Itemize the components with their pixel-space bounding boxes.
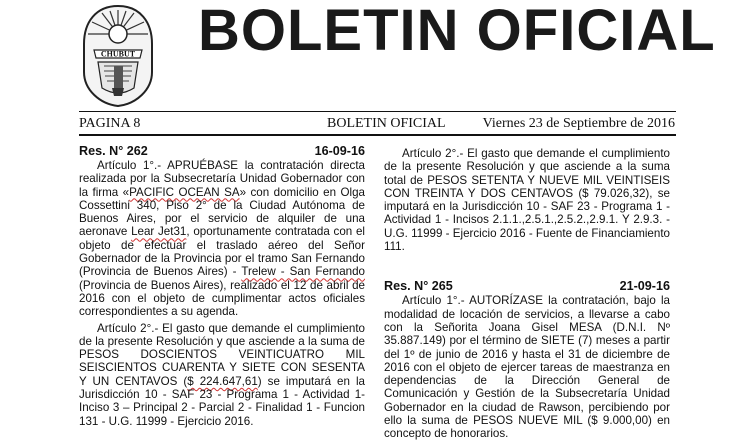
resolution-number: Res. N° 262 (79, 144, 148, 158)
flagged-word: PACIFIC OCEAN SA (129, 185, 240, 199)
resolution-265-heading (384, 278, 670, 294)
header-rule (79, 111, 676, 112)
running-header (79, 114, 675, 134)
section-label: BOLETIN OFICIAL (327, 116, 446, 131)
chubut-seal-emblem (78, 4, 158, 108)
date-label: Viernes 23 de Septiembre de 2016 (482, 116, 675, 131)
resolution-number: Res. N° 265 (384, 279, 453, 294)
resolution-date: 21-09-16 (619, 279, 670, 294)
article-1-paragraph: Artículo 1°.- AUTORÍZASE la contratación, bajo la modalidad de locación de servicios, a llevarse a cabo con la Señorita Joana Gisel MESA (D.N.I. Nº 35.887.149) por el término de SIETE (7) meses a partir del 1º de junio de 2016 y hasta el 31 de diciembre de 2016 con el objeto de ejercer tareas de maestranza en dependencias de la Dirección General de Comunicación y Gestión de la Subsecretaría Unidad Gobernador en la ciudad de Rawson, percibiendo por ello la suma de PESOS NUEVE MIL ($ 9.000,00) en concepto de honorarios. (384, 294, 670, 441)
article-text: Artículo 2°.- El gasto que demande el cumplimiento de la presente Resolución y que asciende a la suma de PESOS DOSCIENTOS VEINTICUATRO MIL SEISCIENTOS CUARENTA Y SIETE CON SESENTA Y UN CENTAVOS ( (79, 321, 365, 388)
resolution-262-heading (79, 143, 365, 159)
page-label: PAGINA 8 (79, 116, 141, 131)
running-header-rule (79, 134, 676, 136)
article-2-paragraph (79, 322, 365, 428)
article-text: ) se imputará en la Jurisdicción 10 - SAF 23 - Programa 1 - Actividad 1- Inciso 3 – Principal 2 - Parcial 2 - Finalidad 1 - Funcion 131 - U.G. 11999 - Ejercicio 2016. (79, 374, 365, 428)
flagged-word: Trelew - San Fernando (241, 265, 365, 279)
article-text: » con domicilio en Olga Cossettini 340, Piso 2° de la Ciudad Autónoma de Buenos Aires, por el servicio de alquiler de una aeronave (79, 185, 365, 239)
resolution-date: 16-09-16 (314, 144, 365, 158)
seal-text: CHUBUT (100, 49, 136, 59)
article-text: (Provincia de Buenos Aires), realizado el 12 de abril de 2016 con el objeto de cumplimentar actos oficiales correspondientes a su agenda. (79, 278, 365, 319)
article-2-paragraph: Artículo 2°.- El gasto que demande el cumplimiento de la presente Resolución y que asciende a la suma total de PESOS SETENTA Y NUEVE MIL VEINTISEIS CON TREINTA Y DOS CENTAVOS ($ 79.026,32), se imputará en la Jurisdicción 10 - SAF 23 - Programa 1 - Actividad 1 - Incisos 2.1.1.,2.5.1.,2.5.2.,2.9.1. Y 2.9.3. - U.G. 11999 - Ejercicio 2016 - Fuente de Financiamiento 111. (384, 147, 670, 254)
right-column (384, 147, 670, 441)
article-text: , oportunamente contratada con el objeto de efectuar el traslado aéreo del Señor Gobernador de la Provincia por el tramo San Fernando (Provincia de Buenos Aires) - (79, 225, 365, 279)
flagged-word: $ 224.647,61 (187, 374, 258, 388)
article-1-paragraph (79, 159, 365, 319)
flagged-word: Lear Jet31 (131, 225, 187, 239)
left-column (79, 143, 365, 428)
article-text: Artículo 1°.- APRUÉBASE la contratación directa realizada por la Subsecretaría Unidad Gobernador con la firma « (79, 159, 365, 199)
bulletin-title: BOLETIN OFICIAL (198, 0, 716, 63)
